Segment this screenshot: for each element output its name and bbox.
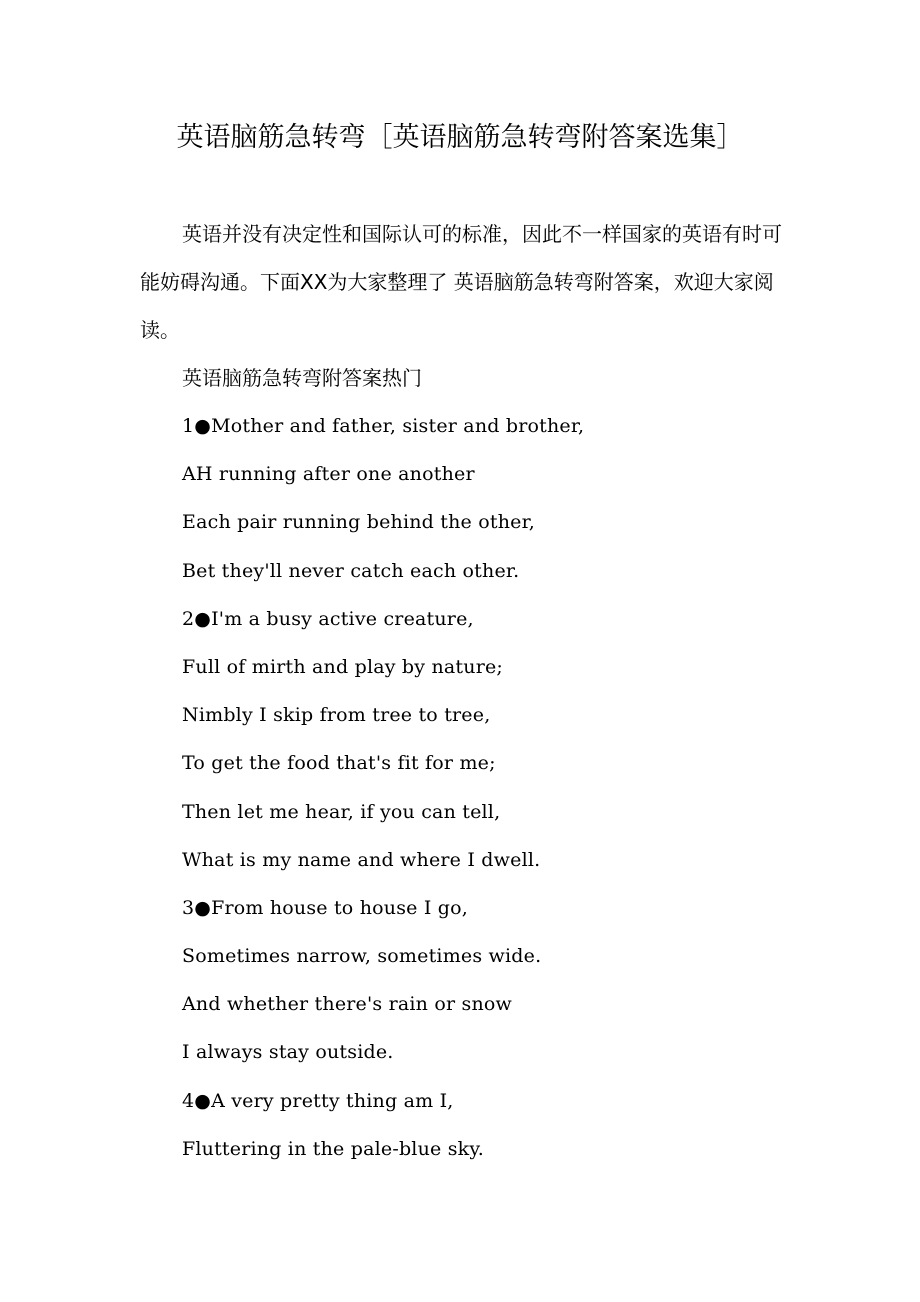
riddle-line: 2●I'm a busy active creature,	[182, 607, 474, 630]
riddle-line: I always stay outside.	[182, 1041, 394, 1064]
riddle-line: Nimbly I skip from tree to tree,	[182, 704, 491, 727]
page-title: 英语脑筋急转弯［英语脑筋急转弯附答案选集］	[176, 122, 744, 153]
section-heading: 英语脑筋急转弯附答案热门	[182, 366, 422, 390]
riddle-line: Then let me hear, if you can tell,	[182, 800, 501, 823]
riddle-line: 4●A very pretty thing am I,	[182, 1089, 454, 1112]
riddle-line: What is my name and where I dwell.	[182, 848, 541, 871]
intro-paragraph: 英语并没有决定性和国际认可的标准，因此不一样国家的英语有时可能妨碍沟通。下面XX为大家整理了 英语脑筋急转弯附答案，欢迎大家阅读。	[140, 222, 782, 342]
riddle-line: 1●Mother and father, sister and brother,	[182, 415, 585, 437]
riddle-line: Sometimes narrow, sometimes wide.	[182, 945, 542, 968]
riddle-line: 3●From house to house I go,	[182, 896, 469, 919]
riddle-line: And whether there's rain or snow	[182, 993, 513, 1016]
riddle-list	[182, 402, 882, 1173]
riddle-line: AH running after one another	[182, 463, 475, 486]
riddle-line: Full of mirth and play by nature;	[182, 655, 504, 678]
riddle-line: Each pair running behind the other,	[182, 511, 536, 534]
riddle-line: Fluttering in the pale-blue sky.	[182, 1137, 485, 1160]
riddle-line: Bet they'll never catch each other.	[182, 559, 520, 582]
riddle-line: To get the food that's fit for me;	[182, 752, 496, 775]
